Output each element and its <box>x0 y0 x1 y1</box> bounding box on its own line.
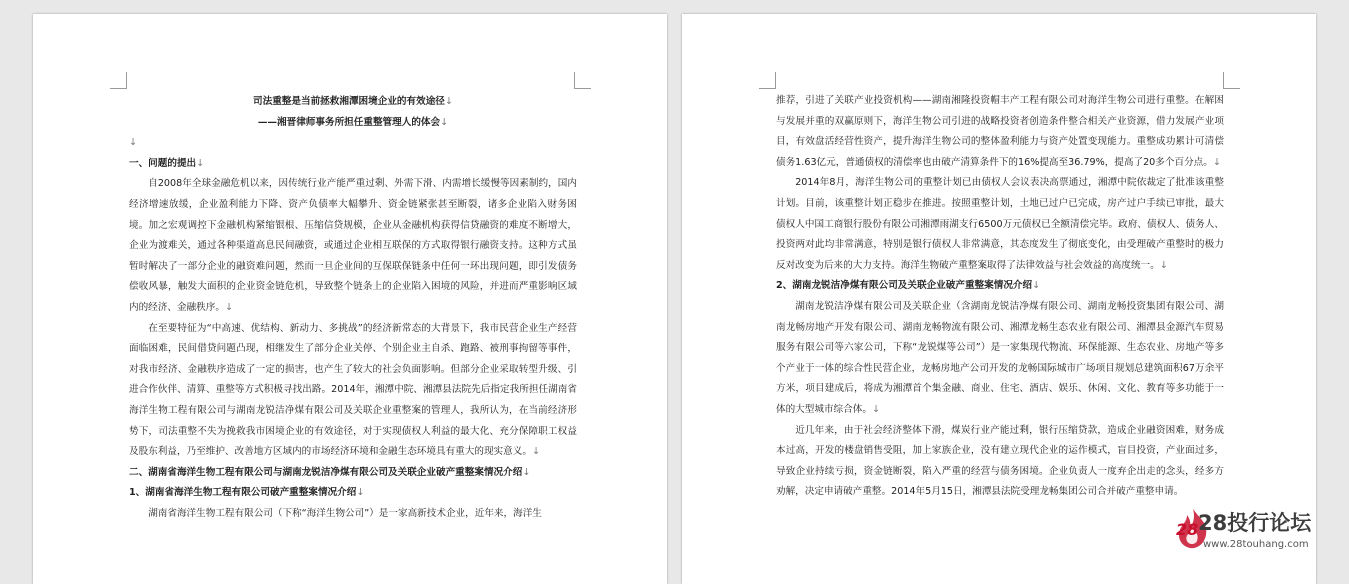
page-body[interactable] <box>129 92 577 524</box>
paragraph: 2014年8月，海洋生物公司的重整计划已由债权人会议表决高票通过，湘潭中院依裁定了批准该重整计划。目前，该重整计划正稳步在推进。按照重整计划，土地已过户已完成，房产过户手续已审批，最大债权人中国工商银行股份有限公司湘潭雨湖支行6500万元债权已全额清偿完毕。政府、债权人、债务人、投资两对此均非常满意，特别是银行债权人非常满意，其态度发生了彻底变化，由受理破产重整时的极力反对改变为后来的大力支持。海洋生物破产重整案取得了法律效益与社会效益的高度统一。↓ <box>776 177 1224 271</box>
paragraph: 自2008年全球金融危机以来，因传统行业产能严重过剩、外需下滑、内需增长缓慢等因素制约，国内经济增速放缓，企业盈利能力下降、资产负债率大幅攀升、资金链紧张甚至断裂，诸多企业陷入财务困境。加之宏观调控下金融机构紧缩银根、压缩信贷规模，企业从金融机构获得信贷融资的难度不断增大，企业为渡难关，通过各种渠道高息民间融资，或通过企业相互联保的方式取得银行融资支持。这种方式虽暂时解决了一部分企业的融资难问题，然而一旦企业间的互保联保链条中任何一环出现问题，即引发债务偿收风暴，触发大面积的企业资金链危机，导致整个链条上的企业陷入困境的风险，并进而严重影响区域内的经济、金融秩序。↓ <box>129 178 577 313</box>
section-heading: 二、湖南省海洋生物工程有限公司与湖南龙锐洁净煤有限公司及关联企业破产重整案情况介绍↓ <box>129 466 531 478</box>
subsection-heading: 2、湖南龙锐洁净煤有限公司及关联企业破产重整案情况介绍↓ <box>776 280 1041 292</box>
forum-watermark <box>1170 503 1330 563</box>
margin-corner-mark <box>759 72 776 89</box>
margin-corner-mark <box>574 72 591 89</box>
blank-line: ↓ <box>129 137 138 149</box>
forum-name: 28投行论坛 <box>1198 511 1312 535</box>
paragraph: 湖南龙锐洁净煤有限公司及关联企业（含湖南龙锐洁净煤有限公司、湖南龙畅投资集团有限公司、湖南龙畅房地产开发有限公司、湖南龙畅物流有限公司、湘潭龙畅生态农业有限公司、湘潭县金源汽车贸易服务有限公司等六家公司，下称“龙锐煤等公司”）是一家集现代物流、环保能源、生态农业、房地产等多个产业于一体的综合性民营企业，龙畅房地产公司开发的龙畅国际城市广场项目规划总建筑面积67万余平方米，项目建成后，将成为湘潭首个集金融、商业、住宅、酒店、娱乐、休闲、文化、教育等多功能于一体的大型城市综合体。↓ <box>776 300 1224 415</box>
section-heading: 一、问题的提出↓ <box>129 157 205 169</box>
subsection-heading: 1、湖南省海洋生物工程有限公司破产重整案情况介绍↓ <box>129 487 365 499</box>
paragraph: 近几年来，由于社会经济整体下滑，煤炭行业产能过剩，银行压缩贷款，造成企业融资困难，财务成本过高，开发的楼盘销售受阻，加上家族企业，没有建立现代企业的运作模式，盲目投资，产业面过多，导致企业持续亏损，资金链断裂，陷入严重的经营与债务困境。企业负责人一度弃企出走的念头，经多方劝解，决定申请破产重整。2014年5月15日，湘潭县法院受理龙畅集团公司合并破产重整申请。 <box>776 424 1224 498</box>
paragraph: 湖南省海洋生物工程有限公司（下称“海洋生物公司”）是一家高新技术企业，近年来，海洋生 <box>148 507 542 519</box>
margin-corner-mark <box>110 72 127 89</box>
document-subtitle: ——湘晋律师事务所担任重整管理人的体会↓ <box>257 116 449 128</box>
margin-corner-mark <box>1223 72 1240 89</box>
document-title: 司法重整是当前拯救湘潭困境企业的有效途径↓ <box>253 96 453 107</box>
document-page-right[interactable] <box>682 14 1316 584</box>
paragraph: 在至要特征为“中高速、优结构、新动力、多挑战”的经济新常态的大背景下，我市民营企业生产经营面临困难，民间借贷问题凸现，相继发生了部分企业关停、个别企业主自杀、跑路、被刑事拘留等事件，对我市经济、金融秩序造成了一定的损害，也产生了较大的社会负面影响。但部分企业采取转型升级、引进合作伙伴、清算、重整等方式积极寻找出路。2014年，湘潭中院、湘潭县法院先后指定我所担任湖南省海洋生物工程有限公司与湖南龙锐洁净煤有限公司及关联企业重整案的管理人，我所认为，在当前经济形势下，司法重整不失为挽救我市困境企业的有效途径，对于实现债权人利益的最大化、充分保障职工权益及股东利益，乃至维护、改善地方区域内的市场经济环境和金融生态环境具有重大的现实意义。↓ <box>129 322 577 458</box>
paragraph: 推荐，引进了关联产业投资机构——湖南湘隆投资帽丰产工程有限公司对海洋生物公司进行重整。在解困与发展并重的双赢原则下，海洋生物公司引进的战略投资者创造条件整合相关产业资源，借力发展产业项目，有效盘活经营性资产，提升海洋生物公司的整体盈利能力与资产处置变现能力。重整成功累计可清偿债务1.63亿元，普通债权的清偿率也由破产清算条件下的16%提高至36.79%，提高了20多个百分点。↓ <box>776 95 1224 168</box>
forum-url: www.28touhang.com <box>1203 539 1309 550</box>
document-page-left[interactable] <box>33 14 667 584</box>
page-body[interactable] <box>776 91 1224 503</box>
logo-number: 28 <box>1176 520 1199 539</box>
